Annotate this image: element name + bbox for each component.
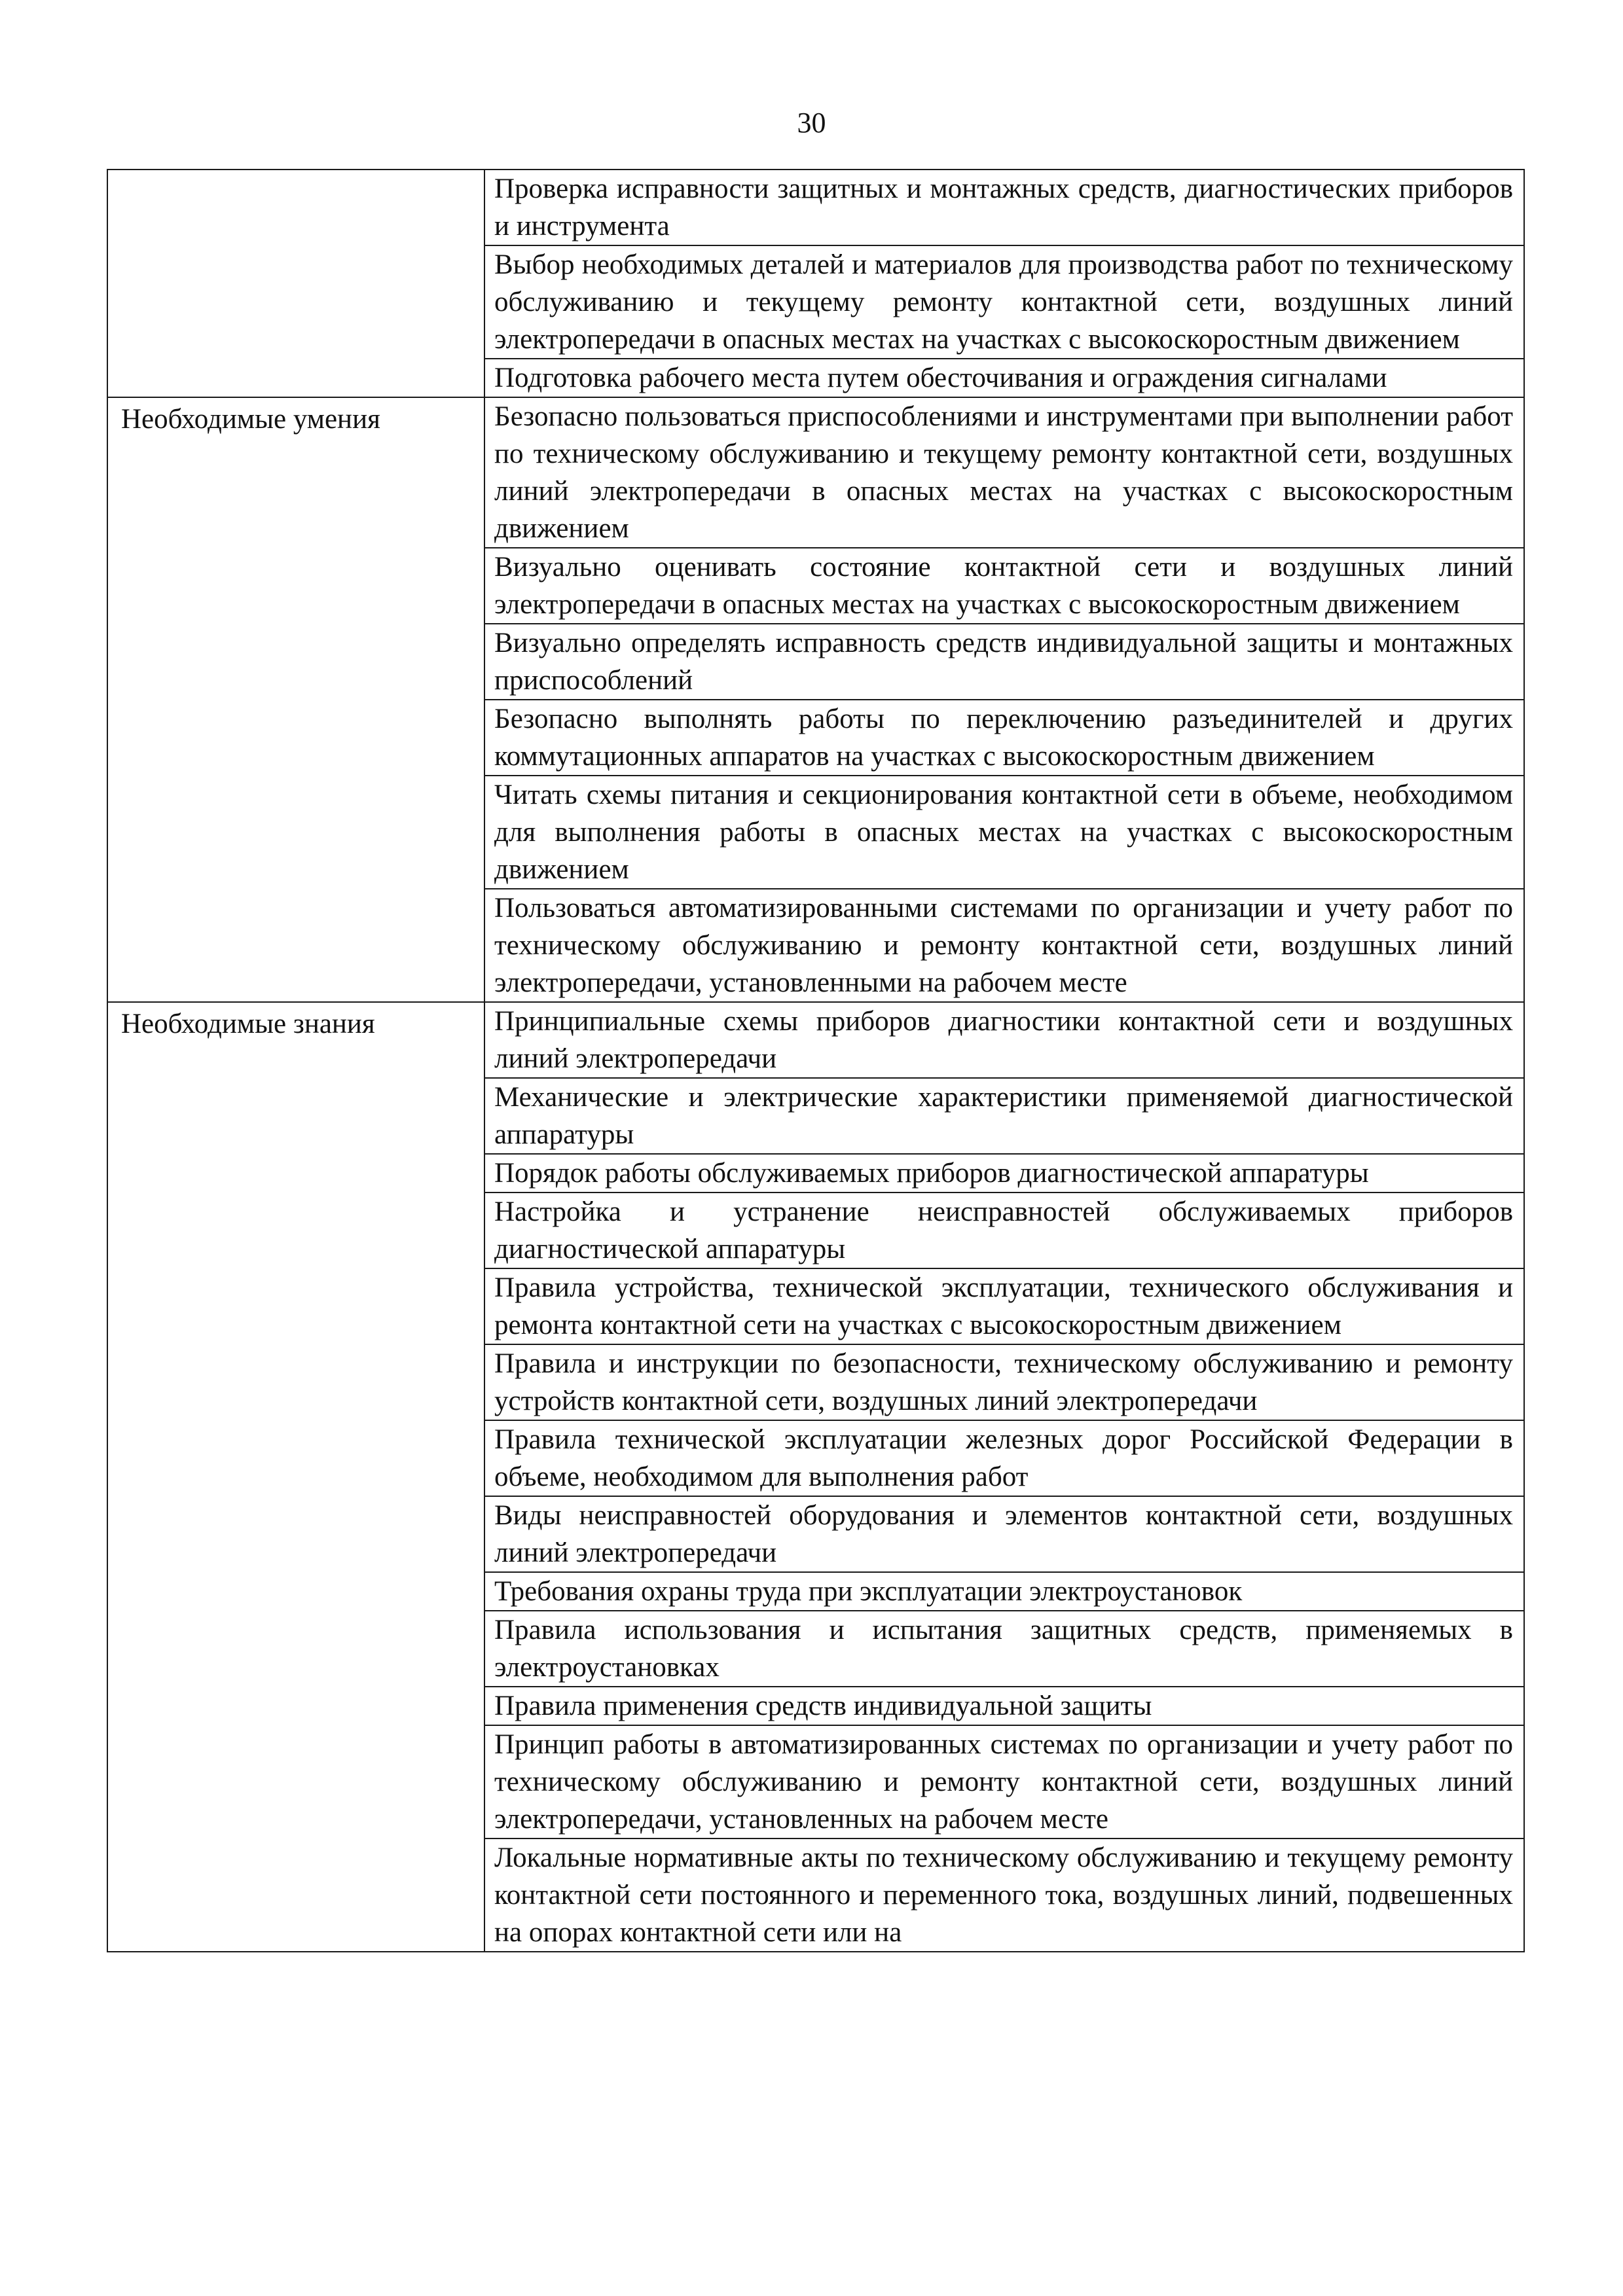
knowledge-item: Требования охраны труда при эксплуатации электроустановок [484,1572,1524,1611]
knowledge-label: Необходимые знания [107,1002,484,1952]
continued-item: Подготовка рабочего места путем обесточивания и ограждения сигналами [484,359,1524,397]
knowledge-item: Механические и электрические характеристики применяемой диагностической аппаратуры [484,1078,1524,1154]
skill-item: Визуально определять исправность средств индивидуальной защиты и монтажных приспособлений [484,624,1524,700]
skill-item: Безопасно пользоваться приспособлениями и инструментами при выполнении работ по техническому обслуживанию и текущему ремонту контактной сети, воздушных линий электропередачи в опасных местах на участках с высокоскоростным движением [484,397,1524,548]
skill-item: Читать схемы питания и секционирования контактной сети в объеме, необходимом для выполнения работы в опасных местах на участках с высокоскоростным движением [484,776,1524,889]
table-row [107,1002,1524,1078]
knowledge-item: Виды неисправностей оборудования и элементов контактной сети, воздушных линий электропередачи [484,1496,1524,1572]
knowledge-item: Правила и инструкции по безопасности, техническому обслуживанию и ремонту устройств контактной сети, воздушных линий электропередачи [484,1344,1524,1420]
competency-table [107,169,1525,1952]
knowledge-item: Порядок работы обслуживаемых приборов диагностической аппаратуры [484,1154,1524,1193]
knowledge-item: Принципиальные схемы приборов диагностики контактной сети и воздушных линий электропередачи [484,1002,1524,1078]
skill-item: Безопасно выполнять работы по переключению разъединителей и других коммутационных аппаратов на участках с высокоскоростным движением [484,700,1524,776]
skills-label: Необходимые умения [107,397,484,1002]
continued-item: Проверка исправности защитных и монтажных средств, диагностических приборов и инструмента [484,170,1524,245]
knowledge-item: Правила применения средств индивидуальной защиты [484,1687,1524,1725]
skill-item: Пользоваться автоматизированными системами по организации и учету работ по техническому обслуживанию и ремонту контактной сети, воздушных линий электропередачи, установленными на рабочем месте [484,889,1524,1002]
table-row [107,397,1524,548]
skill-item: Визуально оценивать состояние контактной сети и воздушных линий электропередачи в опасных местах на участках с высокоскоростным движением [484,548,1524,624]
knowledge-item: Правила устройства, технической эксплуатации, технического обслуживания и ремонта контактной сети на участках с высокоскоростным движением [484,1268,1524,1344]
knowledge-item: Принцип работы в автоматизированных системах по организации и учету работ по техническому обслуживанию и ремонту контактной сети, воздушных линий электропередачи, установленных на рабочем месте [484,1725,1524,1839]
page-number: 30 [797,107,826,139]
knowledge-item: Правила технической эксплуатации железных дорог Российской Федерации в объеме, необходимом для выполнения работ [484,1420,1524,1496]
continued-item: Выбор необходимых деталей и материалов для производства работ по техническому обслуживанию и текущему ремонту контактной сети, воздушных линий электропередачи в опасных местах на участках с высокоскоростным движением [484,245,1524,359]
knowledge-item: Локальные нормативные акты по техническому обслуживанию и текущему ремонту контактной сети постоянного и переменного тока, воздушных линий, подвешенных на опорах контактной сети или на [484,1839,1524,1952]
knowledge-item: Настройка и устранение неисправностей обслуживаемых приборов диагностической аппаратуры [484,1193,1524,1268]
continued-label-cell [107,170,484,397]
knowledge-item: Правила использования и испытания защитных средств, применяемых в электроустановках [484,1611,1524,1687]
table-row [107,170,1524,245]
